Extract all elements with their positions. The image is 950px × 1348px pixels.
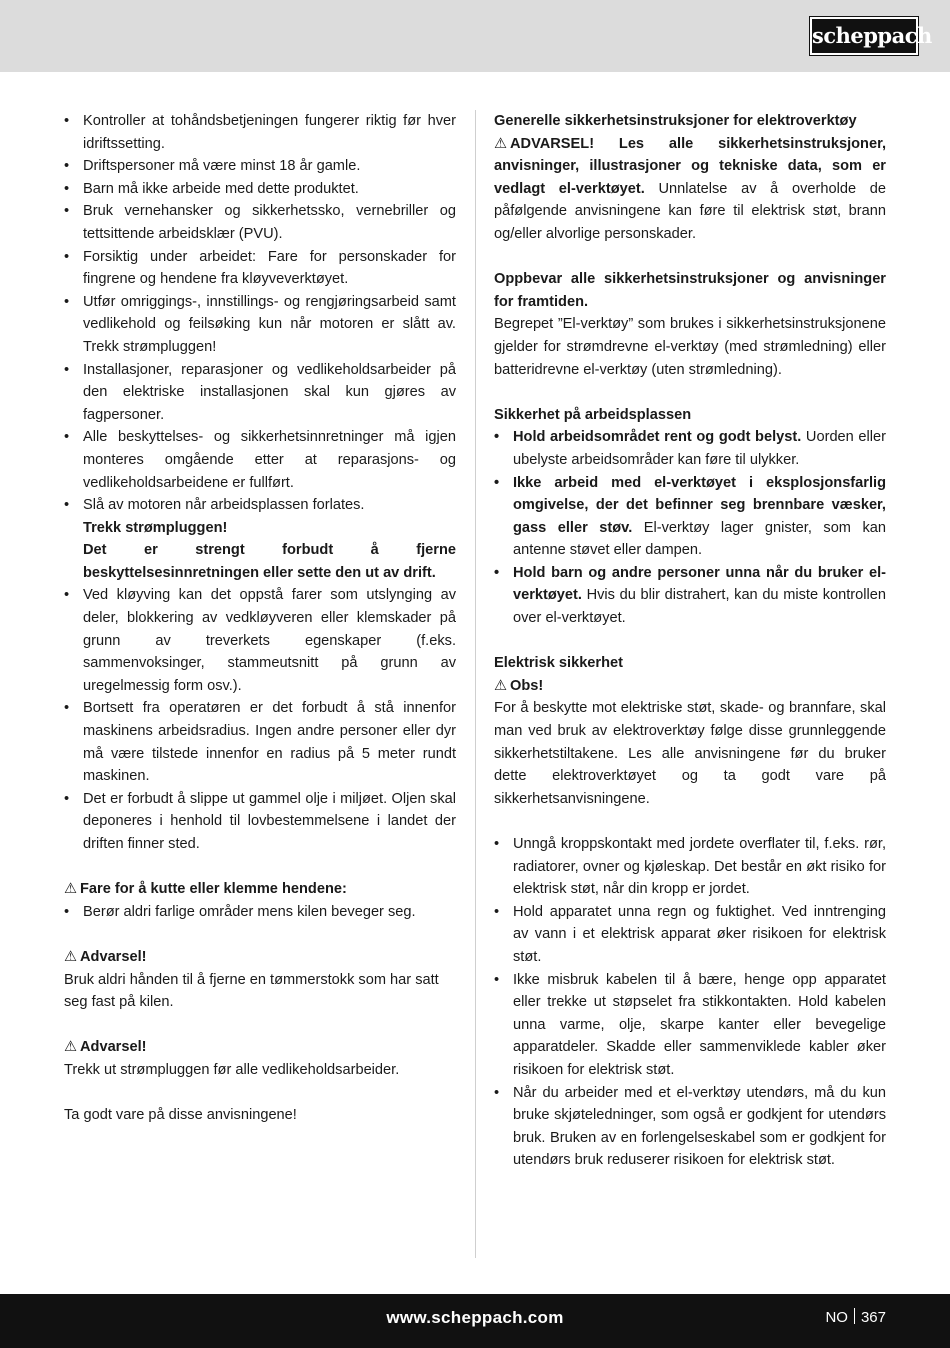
warning-triangle-icon: ⚠ (494, 677, 508, 694)
warning-heading: ⚠ Advarsel! (64, 946, 456, 969)
electric-text: For å beskytte mot elektriske støt, skade- og brannfare, skal man ved bruk av elektroverktøy følge disse grunnleggende sikkerhetstiltakene. Les alle anvisningene før du bruker dette elektroverktøyet og ta godt vare på sikkerhetsanvisningene. (494, 700, 886, 807)
list-item: • Når du arbeider med et el-verktøy utendørs, må du kun bruke skjøteledninger, som også er godkjent for utendørs bruk. Bruken av en forlengelseskabel som er godkjent for utendørs bruk reduserer risikoen for elektrisk støt. (494, 1082, 886, 1172)
warning-text: Bruk aldri hånden til å fjerne en tømmerstokk som har satt seg fast på kilen. (64, 971, 439, 1011)
list-item-motor (64, 494, 456, 584)
list-item: • Kontroller at tohåndsbetjeningen fungerer riktig før hver idriftssetting. (64, 110, 456, 155)
warning-triangle-icon: ⚠ (64, 1039, 78, 1056)
motor-text: Slå av motoren når arbeidsplassen forlates. (83, 497, 365, 514)
workplace-list (494, 426, 886, 629)
warning-triangle-icon: ⚠ (64, 948, 78, 965)
separator (854, 1308, 855, 1324)
keep-text: Begrepet ”El-verktøy” som brukes i sikkerhetsinstruksjonene gjelder for strømdrevne el-verktøy (med strømledning) eller batteridrevne el-verktøy (uten strømledning). (494, 316, 886, 378)
warning-triangle-icon: ⚠ (494, 135, 508, 152)
list-item: • Forsiktig under arbeidet: Fare for personskader for fingrene og hendene fra kløyveverktøyet. (64, 246, 456, 291)
section-title-workplace: Sikkerhet på arbeidsplassen (494, 406, 692, 423)
right-column (494, 110, 886, 1172)
list-item: • Barn må ikke arbeide med dette produktet. (64, 178, 456, 201)
motor-bold-2: Det er strengt forbudt å fjerne beskyttelsesinnretningen eller sette den ut av drift. (83, 542, 456, 581)
list-item: • Bortsett fra operatøren er det forbudt å stå innenfor maskinens arbeidsradius. Ingen andre personer eller dyr må være tilstede innenfor en radius på 5 meter rundt maskinen. (64, 697, 456, 787)
closing-note: Ta godt vare på disse anvisningene! (64, 1107, 297, 1124)
left-column (64, 110, 456, 1127)
list-item: • Alle beskyttelses- og sikkerhetsinnretninger må igjen monteres omgående etter at reparasjons- og vedlikeholdsarbeidene er fullført. (64, 426, 456, 494)
warning-triangle-icon: ⚠ (64, 881, 78, 898)
list-item: • Det er forbudt å slippe ut gammel olje i miljøet. Oljen skal deponeres i henhold til lovbestemmelsene i landet der driften finner sted. (64, 788, 456, 856)
list-item: • Bruk vernehansker og sikkerhetssko, vernebriller og tettsittende arbeidsklær (PVU). (64, 200, 456, 245)
list-item: • Berør aldri farlige områder mens kilen beveger seg. (64, 901, 456, 924)
electric-list (494, 833, 886, 1172)
list-item: • Driftspersoner må være minst 18 år gamle. (64, 155, 456, 178)
warning-text: Trekk ut strømpluggen før alle vedlikeholdsarbeider. (64, 1061, 400, 1078)
page-number-value: 367 (860, 1309, 886, 1326)
warning-heading: ⚠ Advarsel! (64, 1036, 456, 1059)
general-warning: ⚠ ADVARSEL! Les alle sikkerhetsinstruksjoner, anvisninger, illustrasjoner og tekniske data, som er vedlagt el-verktøyet. Unnlatelse av å overholde de påfølgende anvisningene kan føre til elektrisk støt, brann og/eller alvorlige personskader. (494, 133, 886, 246)
list-item: • Utfør omriggings-, innstillings- og rengjøringsarbeid samt vedlikehold og feilsøking kun når motoren er slått av. Trekk strømpluggen! (64, 291, 456, 359)
list-item: • Ikke arbeid med el-verktøyet i eksplosjonsfarlig omgivelse, der det befinner seg brennbare væsker, gass eller støv. El-verktøy lager gnister, som kan antenne støvet eller dampen. (494, 472, 886, 562)
footer-url: www.scheppach.com (386, 1308, 564, 1327)
obs-label: ⚠ Obs! (494, 675, 886, 698)
section-title-keep: Oppbevar alle sikkerhetsinstruksjoner og anvisninger for framtiden. (494, 271, 886, 310)
header-band (0, 0, 950, 72)
list-item: • Ikke misbruk kabelen til å bære, henge opp apparatet eller trekke ut støpselet fra stikkontakten. Hold kabelen unna varme, olje, skarpe kanter eller bevegelige apparatdeler. Skadde eller sammenviklede kabler øker risikoen for elektrisk støt. (494, 969, 886, 1082)
page-number (825, 1294, 886, 1342)
footer-band (0, 1294, 950, 1348)
section-title-electric: Elektrisk sikkerhet (494, 655, 623, 672)
section-title-general: Generelle sikkerhetsinstruksjoner for elektroverktøy (494, 113, 857, 129)
safety-list (64, 110, 456, 856)
column-divider (475, 110, 476, 1258)
language-code: NO (825, 1309, 848, 1326)
motor-bold-1: Trekk strømpluggen! (83, 519, 228, 536)
list-item: • Hold apparatet unna regn og fuktighet. Ved inntrenging av vann i et elektrisk apparat øker risikoen for elektrisk støt. (494, 901, 886, 969)
list-item: • Hold arbeidsområdet rent og godt belyst. Uorden eller ubelyste arbeidsområder kan føre til ulykker. (494, 426, 886, 471)
list-item: • Installasjoner, reparasjoner og vedlikeholdsarbeider på den elektriske installasjonen skal kun gjøres av fagpersoner. (64, 359, 456, 427)
warning-heading: ⚠ Fare for å kutte eller klemme hendene: (64, 878, 456, 901)
list-item: • Hold barn og andre personer unna når du bruker el-verktøyet. Hvis du blir distrahert, kan du miste kontrollen over el-verktøyet. (494, 562, 886, 630)
list-item: • Ved kløyving kan det oppstå farer som utslynging av deler, blokkering av vedkløyveren eller klemskader på grunn av treverkets egenskaper (f.eks. sammenvoksinger, stammeutsnitt på grunn av uregelmessig form osv.). (64, 584, 456, 697)
list-item: • Unngå kroppskontakt med jordete overflater til, f.eks. rør, radiatorer, ovner og kjøleskap. Det består en økt risiko for elektrisk støt, når din kropp er jordet. (494, 833, 886, 901)
scheppach-logo: scheppach (810, 17, 918, 55)
